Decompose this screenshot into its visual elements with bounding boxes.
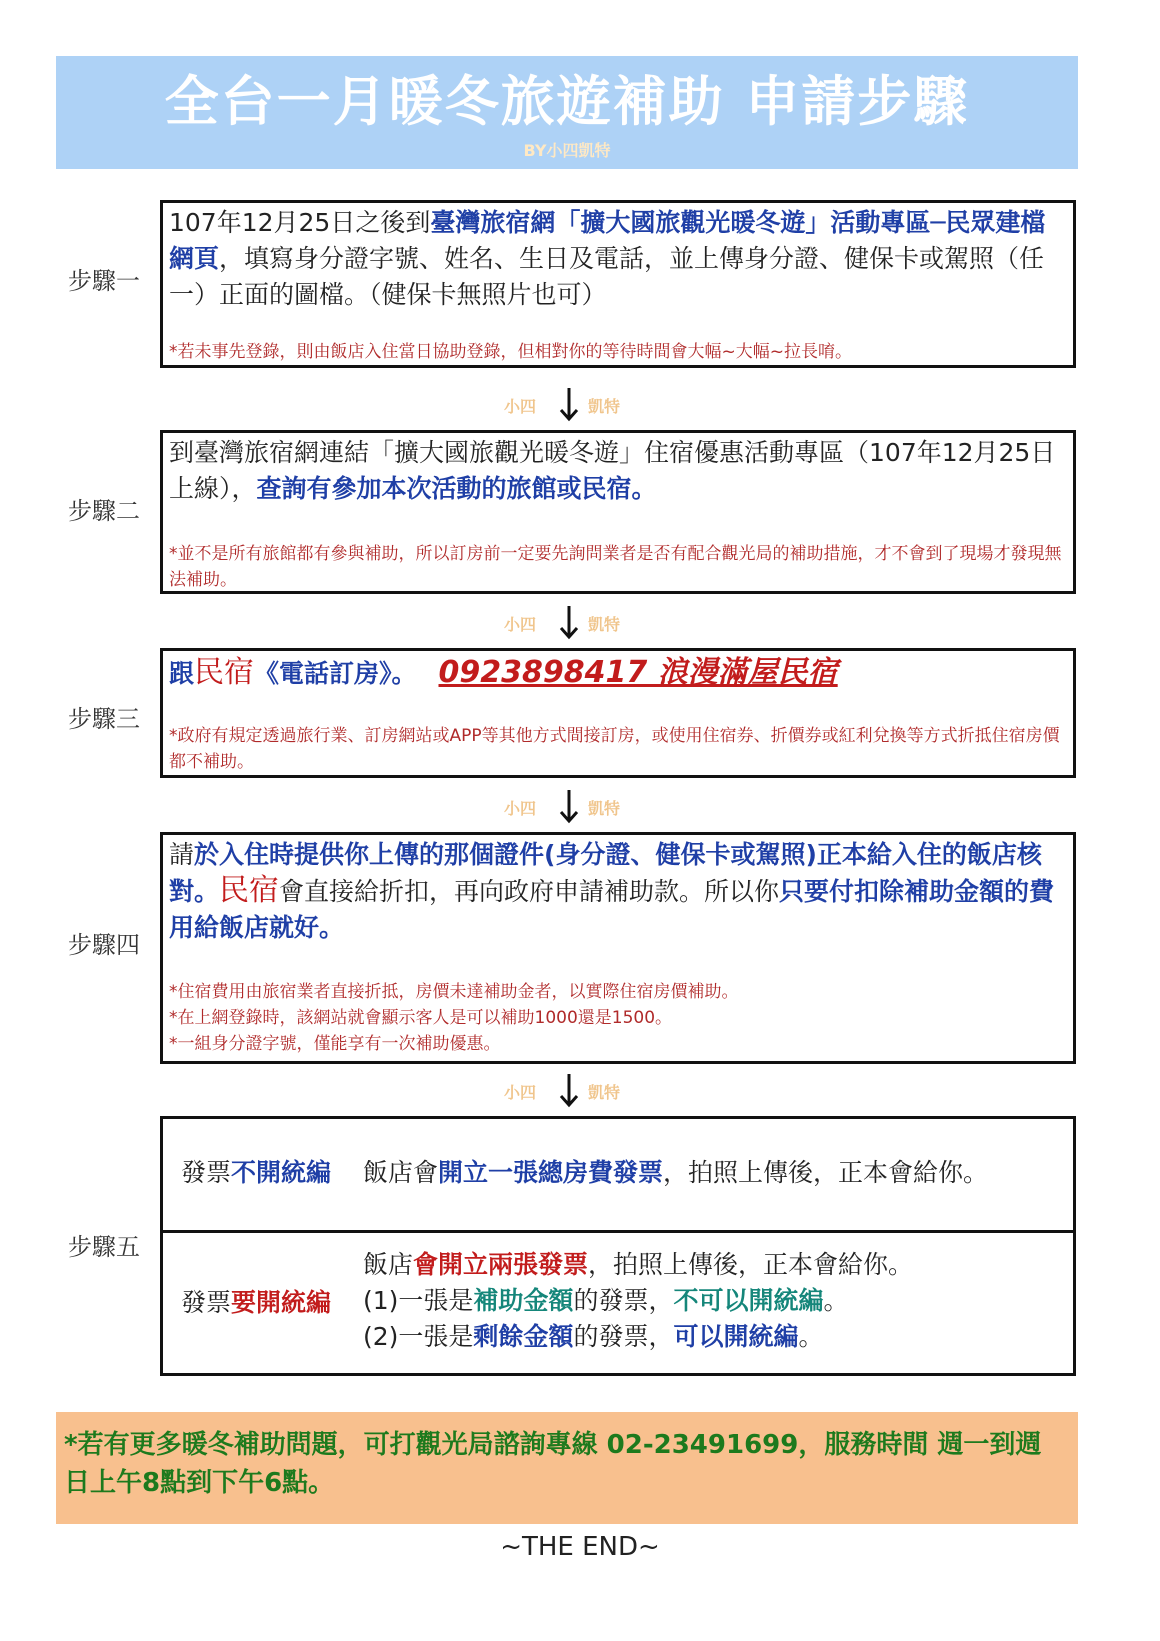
step1-text-b: ，填寫身分證字號、姓名、生日及電話，並上傳身分證、健保卡或駕照（任一）正面的圖檔。（健保卡無照片也可） <box>169 244 1045 309</box>
page-title: 全台一月暖冬旅遊補助 申請步驟 <box>164 70 970 133</box>
step5-b-l2c: 的發票， <box>573 1286 674 1315</box>
step5-b-l3e: 。 <box>798 1322 824 1351</box>
step4-highlight-b: 只要付扣除補助金額的費用給飯店就好。 <box>169 877 1055 942</box>
step5-row-b-label <box>181 1285 331 1321</box>
step3-phone-number: 0923898417 浪漫滿屋民宿 <box>438 655 838 690</box>
step3-minsu: 民宿 <box>194 655 255 690</box>
step3-label: 步驟三 <box>68 705 140 733</box>
step5-row-b-line1 <box>363 1247 913 1283</box>
step2-box <box>160 430 1076 594</box>
step3-note: *政府有規定透過旅行業、訂房網站或APP等其他方式間接訂房，或使用住宿券、折價券或紅利兌換等方式折抵住宿房價都不補助。 <box>169 726 1060 772</box>
step5-label: 步驟五 <box>68 1233 140 1261</box>
arrow-1 <box>500 386 640 422</box>
step5-b-l3d: 可以開統編 <box>673 1322 799 1351</box>
arrow-label-right: 凱特 <box>588 1083 621 1102</box>
step3-phone-booking: 《電話訂房》 <box>254 659 392 688</box>
step5-row-a-text <box>363 1155 988 1191</box>
arrow-label-left: 小四 <box>504 799 537 818</box>
footer-text: *若有更多暖冬補助問題，可打觀光局諮詢專線 02-23491699，服務時間 週一到週日上午8點到下午6點。 <box>64 1430 1042 1498</box>
step1-note: *若未事先登錄，則由飯店入住當日協助登錄，但相對你的等待時間會大幅~大幅~拉長唷。 <box>169 342 852 362</box>
step4-highlight-a: 於入住時提供你上傳的那個證件(身分證、健保卡或駕照)正本給入住的飯店核對 <box>169 840 1042 906</box>
step2-label: 步驟二 <box>68 497 140 525</box>
step4-note-3: *一組身分證字號，僅能享有一次補助優惠。 <box>169 1034 501 1054</box>
step5-a-t1: 飯店會 <box>363 1158 439 1187</box>
down-arrow-icon <box>558 1072 580 1108</box>
arrow-label-right: 凱特 <box>588 799 621 818</box>
step5-a-t2: 開立一張總房費發票 <box>438 1158 664 1187</box>
arrow-label-left: 小四 <box>504 615 537 634</box>
step5-b-l2e: 。 <box>823 1286 849 1315</box>
step4-minsu: 民宿 <box>219 873 280 908</box>
step5-row-b-line3 <box>363 1319 823 1355</box>
step5-b-l2b: 補助金額 <box>473 1286 574 1315</box>
step5-b-l2d: 不可以開統編 <box>673 1286 824 1315</box>
arrow-4 <box>500 1072 640 1108</box>
step5-a-t3: ，拍照上傳後，正本會給你。 <box>663 1158 989 1187</box>
step5-a-highlight: 不開統編 <box>231 1158 332 1187</box>
down-arrow-icon <box>558 604 580 640</box>
step4-label: 步驟四 <box>68 931 140 959</box>
down-arrow-icon <box>558 386 580 422</box>
step4-text <box>169 837 1067 946</box>
step5-b-highlight: 要開統編 <box>231 1288 332 1317</box>
step5-b-l1c: ，拍照上傳後，正本會給你。 <box>588 1250 914 1279</box>
arrow-label-left: 小四 <box>504 1083 537 1102</box>
step5-divider <box>163 1230 1073 1233</box>
step5-b-l3b: 剩餘金額 <box>473 1322 574 1351</box>
step5-b-l1a: 飯店 <box>363 1250 414 1279</box>
step4-text-b: 會直接給折扣，再向政府申請補助款。所以你 <box>279 877 780 906</box>
step1-label: 步驟一 <box>68 267 140 295</box>
arrow-label-right: 凱特 <box>588 615 621 634</box>
step5-b-l2a: (1)一張是 <box>363 1286 474 1315</box>
step1-text <box>169 205 1067 313</box>
step2-note: *並不是所有旅館都有參與補助，所以訂房前一定要先詢問業者是否有配合觀光局的補助措施，才不會到了現場才發現無法補助。 <box>169 544 1062 590</box>
step5-b-l3c: 的發票， <box>573 1322 674 1351</box>
step2-highlight: 查詢有參加本次活動的旅館或民宿。 <box>256 474 657 503</box>
step5-box <box>160 1116 1076 1376</box>
step4-note-2: *在上網登錄時，該網站就會顯示客人是可以補助1000還是1500。 <box>169 1008 673 1028</box>
author-byline: BY小四凱特 <box>523 141 611 160</box>
the-end-text: ~THE END~ <box>500 1532 660 1562</box>
step5-row-a-label <box>181 1155 331 1191</box>
step5-row-b-line2 <box>363 1283 848 1319</box>
step1-link-text: 臺灣旅宿網「擴大國旅觀光暖冬遊」活動專區─民眾建檔網頁 <box>169 208 1046 273</box>
step3-text <box>169 653 1067 694</box>
footer-banner <box>56 1412 1078 1524</box>
step4-period: 。 <box>194 877 220 906</box>
arrow-label-left: 小四 <box>504 397 537 416</box>
down-arrow-icon <box>558 788 580 824</box>
step2-text-a: 到臺灣旅宿網連結「擴大國旅觀光暖冬遊」住宿優惠活動專區（107年12月25日上線）， <box>169 438 1056 503</box>
step5-a-pre: 發票 <box>181 1158 232 1187</box>
arrow-label-right: 凱特 <box>588 397 621 416</box>
step3-text-a: 跟 <box>169 659 195 688</box>
step5-b-l1b: 會開立兩張發票 <box>413 1250 589 1279</box>
arrow-3 <box>500 788 640 824</box>
step3-period: 。 <box>391 659 417 688</box>
step4-box <box>160 832 1076 1064</box>
step5-b-l3a: (2)一張是 <box>363 1322 474 1351</box>
arrow-2 <box>500 604 640 640</box>
step2-text <box>169 435 1067 507</box>
step4-text-a: 請 <box>169 840 195 869</box>
step5-b-pre: 發票 <box>181 1288 232 1317</box>
step1-text-a: 107年12月25日之後到 <box>169 208 431 237</box>
step1-box <box>160 200 1076 368</box>
header-banner <box>56 56 1078 169</box>
step4-note-1: *住宿費用由旅宿業者直接折抵，房價未達補助金者，以實際住宿房價補助。 <box>169 982 739 1002</box>
step3-box <box>160 648 1076 778</box>
